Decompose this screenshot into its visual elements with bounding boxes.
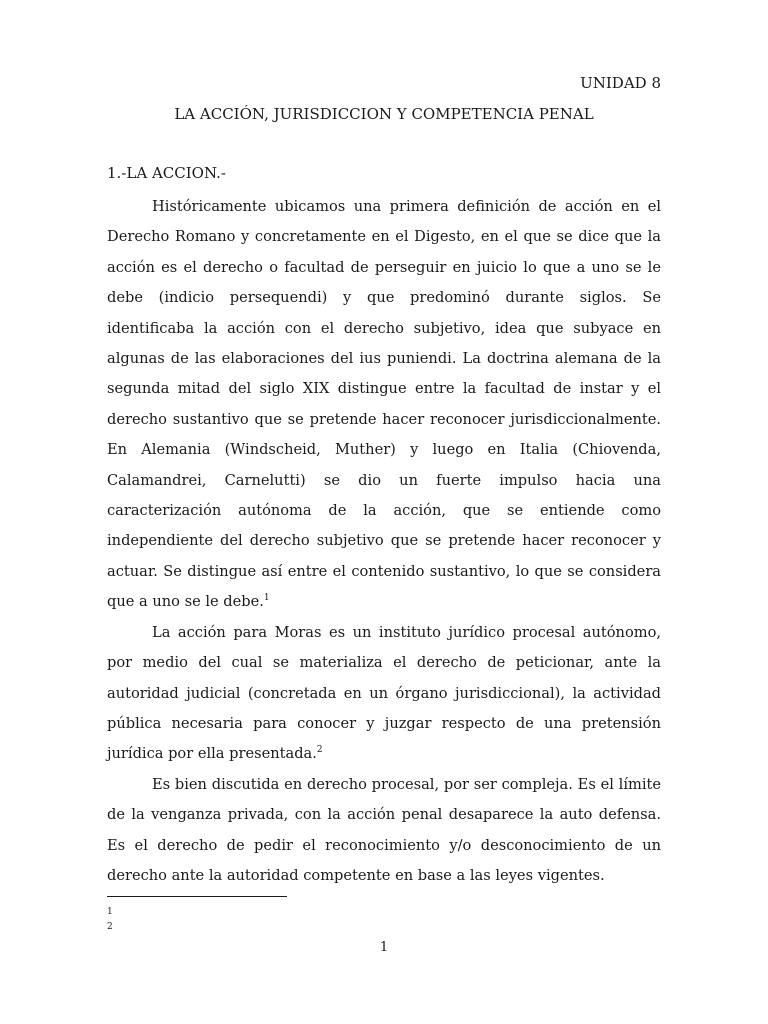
page-number: 1: [379, 940, 389, 955]
footnote-ref-2[interactable]: 2: [316, 745, 323, 756]
paragraph-3-text: Es bien discutida en derecho procesal, por ser compleja. Es el límite de la venganza privada, con la acción penal desaparece la auto defensa. Es el derecho de pedir el reconocimiento y/o desconocimiento de un derecho ante la autoridad competente en base a las leyes vigentes.: [107, 775, 661, 884]
paragraph-2: [107, 618, 661, 770]
footnotes: [107, 905, 113, 935]
paragraph-3: [107, 770, 661, 892]
unit-label: UNIDAD 8: [580, 74, 661, 92]
footnote-separator: [107, 896, 287, 897]
section-heading: 1.-LA ACCION.-: [107, 164, 226, 182]
paragraph-1: [107, 192, 661, 618]
footnote-1: 1: [107, 907, 113, 917]
footnote-ref-1[interactable]: 1: [263, 593, 270, 604]
body-text: [107, 192, 661, 891]
document-title: LA ACCIÓN, JURISDICCION Y COMPETENCIA PENAL: [174, 105, 594, 123]
footnote-2: 2: [107, 922, 113, 932]
paragraph-2-text: La acción para Moras es un instituto jurídico procesal autónomo, por medio del cual se materializa el derecho de peticionar, ante la autoridad judicial (concretada en un órgano jurisdiccional), la actividad pública necesaria para conocer y juzgar respecto de una pretensión jurídica por ella presentada.: [107, 623, 661, 763]
paragraph-1-text: Históricamente ubicamos una primera definición de acción en el Derecho Romano y concretamente en el Digesto, en el que se dice que la acción es el derecho o facultad de perseguir en juicio lo que a uno se le debe (indicio persequendi) y que predominó durante siglos. Se identificaba la acción con el derecho subjetivo, idea que subyace en algunas de las elaboraciones del ius puniendi. La doctrina alemana de la segunda mitad del siglo XIX distingue entre la facultad de instar y el derecho sustantivo que se pretende hacer reconocer jurisdiccionalmente. En Alemania (Windscheid, Muther) y luego en Italia (Chiovenda, Calamandrei, Carnelutti) se dio un fuerte impulso hacia una caracterización autónoma de la acción, que se entiende como independiente del derecho subjetivo que se pretende hacer reconocer y actuar. Se distingue así entre el contenido sustantivo, lo que se considera que a uno se le debe.: [107, 198, 661, 611]
